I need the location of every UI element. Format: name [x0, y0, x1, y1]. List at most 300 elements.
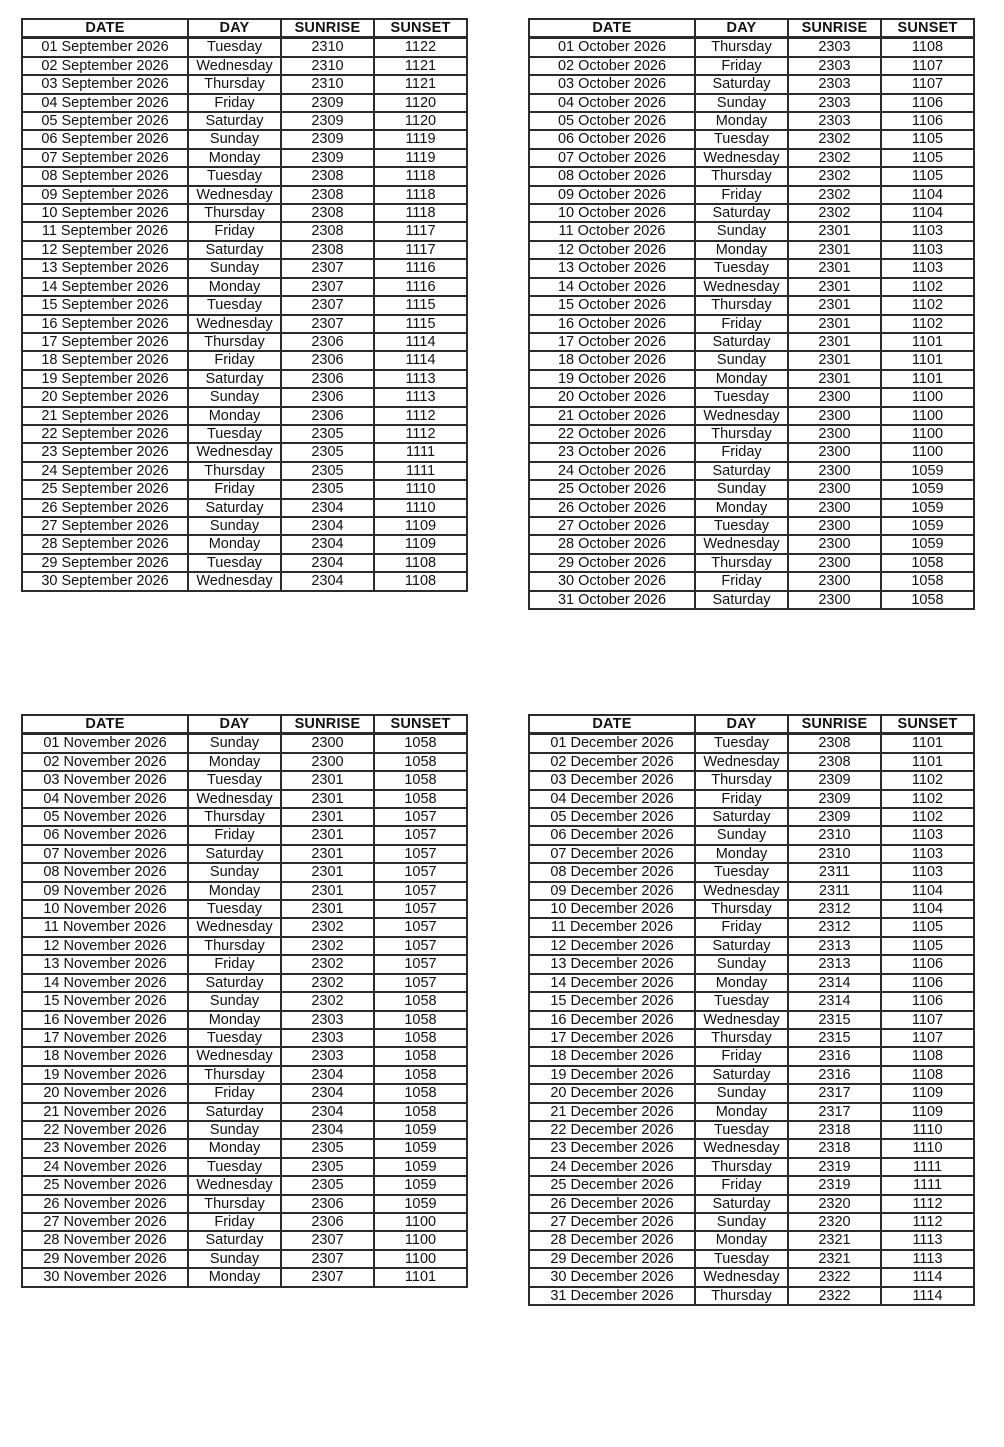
cell-sunset: 1115 [374, 315, 467, 333]
cell-sunrise: 2307 [281, 1250, 374, 1268]
cell-day: Tuesday [695, 388, 788, 406]
cell-sunrise: 2322 [788, 1287, 881, 1305]
table-row [22, 167, 467, 185]
cell-day: Thursday [695, 554, 788, 572]
cell-sunset: 1058 [374, 1084, 467, 1102]
table-row [22, 1195, 467, 1213]
table-row [22, 241, 467, 259]
cell-sunset: 1057 [374, 826, 467, 844]
cell-sunrise: 2300 [788, 388, 881, 406]
cell-sunrise: 2302 [788, 186, 881, 204]
cell-sunset: 1058 [374, 771, 467, 789]
table-row [529, 480, 974, 498]
cell-date: 10 December 2026 [529, 900, 695, 918]
table-row [529, 974, 974, 992]
cell-sunset: 1107 [881, 75, 974, 93]
cell-day: Friday [695, 918, 788, 936]
cell-sunrise: 2315 [788, 1029, 881, 1047]
cell-sunset: 1057 [374, 900, 467, 918]
cell-sunrise: 2300 [788, 462, 881, 480]
cell-sunrise: 2308 [788, 734, 881, 753]
cell-sunrise: 2301 [281, 826, 374, 844]
column-header-sunrise: SUNRISE [788, 19, 881, 38]
cell-sunset: 1059 [374, 1139, 467, 1157]
cell-date: 18 November 2026 [22, 1047, 188, 1065]
column-header-date: DATE [22, 715, 188, 734]
cell-day: Thursday [695, 425, 788, 443]
cell-date: 27 November 2026 [22, 1213, 188, 1231]
cell-sunrise: 2300 [281, 753, 374, 771]
cell-day: Monday [188, 407, 281, 425]
cell-day: Tuesday [188, 167, 281, 185]
cell-date: 08 September 2026 [22, 167, 188, 185]
table-row [529, 1176, 974, 1194]
table-row [22, 753, 467, 771]
cell-sunrise: 2309 [281, 130, 374, 148]
cell-date: 30 October 2026 [529, 572, 695, 590]
cell-sunset: 1108 [881, 1047, 974, 1065]
cell-sunrise: 2308 [281, 241, 374, 259]
cell-day: Tuesday [695, 992, 788, 1010]
cell-sunrise: 2300 [281, 734, 374, 753]
cell-sunrise: 2301 [281, 863, 374, 881]
cell-sunset: 1108 [374, 572, 467, 590]
table-row [529, 296, 974, 314]
header-row [529, 19, 974, 38]
cell-sunrise: 2310 [281, 38, 374, 57]
table-row [529, 204, 974, 222]
table-row [529, 1231, 974, 1249]
cell-date: 04 September 2026 [22, 94, 188, 112]
cell-sunrise: 2301 [281, 900, 374, 918]
cell-day: Tuesday [695, 259, 788, 277]
cell-sunset: 1103 [881, 222, 974, 240]
table-row [529, 222, 974, 240]
table-row [529, 591, 974, 609]
cell-day: Tuesday [695, 734, 788, 753]
cell-sunrise: 2302 [788, 167, 881, 185]
table-row [529, 499, 974, 517]
cell-day: Monday [188, 1139, 281, 1157]
cell-sunset: 1109 [374, 517, 467, 535]
cell-date: 25 December 2026 [529, 1176, 695, 1194]
cell-date: 03 October 2026 [529, 75, 695, 93]
cell-sunset: 1103 [881, 845, 974, 863]
cell-day: Tuesday [695, 517, 788, 535]
cell-sunrise: 2318 [788, 1121, 881, 1139]
cell-sunset: 1110 [881, 1139, 974, 1157]
cell-sunrise: 2301 [281, 845, 374, 863]
cell-sunset: 1116 [374, 278, 467, 296]
cell-sunrise: 2310 [788, 845, 881, 863]
cell-sunset: 1058 [881, 572, 974, 590]
cell-date: 07 December 2026 [529, 845, 695, 863]
table-row [22, 554, 467, 572]
cell-date: 24 December 2026 [529, 1158, 695, 1176]
cell-sunset: 1112 [374, 425, 467, 443]
cell-day: Thursday [188, 333, 281, 351]
cell-sunrise: 2301 [281, 882, 374, 900]
cell-sunrise: 2318 [788, 1139, 881, 1157]
cell-sunset: 1057 [374, 882, 467, 900]
cell-sunset: 1058 [374, 1066, 467, 1084]
cell-day: Friday [695, 1047, 788, 1065]
cell-day: Saturday [188, 112, 281, 130]
cell-day: Wednesday [695, 149, 788, 167]
cell-date: 23 October 2026 [529, 443, 695, 461]
cell-sunset: 1113 [881, 1250, 974, 1268]
cell-day: Wednesday [695, 1268, 788, 1286]
cell-date: 28 November 2026 [22, 1231, 188, 1249]
cell-day: Wednesday [695, 882, 788, 900]
cell-sunrise: 2309 [788, 808, 881, 826]
cell-sunset: 1107 [881, 1029, 974, 1047]
table-row [22, 955, 467, 973]
cell-sunrise: 2300 [788, 480, 881, 498]
cell-sunrise: 2320 [788, 1195, 881, 1213]
cell-sunset: 1100 [881, 443, 974, 461]
cell-sunrise: 2301 [788, 259, 881, 277]
column-header-day: DAY [695, 19, 788, 38]
cell-day: Sunday [695, 1213, 788, 1231]
cell-day: Friday [188, 955, 281, 973]
cell-day: Sunday [188, 259, 281, 277]
cell-sunset: 1108 [881, 1066, 974, 1084]
cell-date: 09 December 2026 [529, 882, 695, 900]
cell-sunset: 1108 [374, 554, 467, 572]
cell-sunset: 1113 [374, 388, 467, 406]
table-row [529, 1139, 974, 1157]
cell-sunset: 1102 [881, 790, 974, 808]
cell-sunset: 1116 [374, 259, 467, 277]
cell-date: 28 October 2026 [529, 535, 695, 553]
cell-sunrise: 2304 [281, 572, 374, 590]
cell-sunset: 1101 [881, 333, 974, 351]
cell-date: 24 November 2026 [22, 1158, 188, 1176]
cell-sunrise: 2309 [281, 149, 374, 167]
cell-sunrise: 2300 [788, 407, 881, 425]
cell-sunrise: 2311 [788, 863, 881, 881]
table-row [22, 1066, 467, 1084]
table-row [22, 937, 467, 955]
cell-date: 02 November 2026 [22, 753, 188, 771]
cell-day: Thursday [188, 937, 281, 955]
cell-day: Tuesday [695, 1250, 788, 1268]
cell-sunset: 1122 [374, 38, 467, 57]
cell-sunrise: 2301 [281, 771, 374, 789]
cell-sunrise: 2314 [788, 974, 881, 992]
cell-day: Tuesday [188, 1158, 281, 1176]
cell-day: Wednesday [695, 753, 788, 771]
cell-sunset: 1118 [374, 167, 467, 185]
cell-sunrise: 2305 [281, 425, 374, 443]
column-header-date: DATE [529, 715, 695, 734]
table-row [529, 1084, 974, 1102]
cell-day: Wednesday [188, 315, 281, 333]
cell-sunrise: 2306 [281, 407, 374, 425]
cell-date: 20 September 2026 [22, 388, 188, 406]
cell-date: 08 December 2026 [529, 863, 695, 881]
cell-sunrise: 2301 [788, 241, 881, 259]
table-row [22, 992, 467, 1010]
column-header-date: DATE [529, 19, 695, 38]
table-row [529, 734, 974, 753]
cell-date: 05 December 2026 [529, 808, 695, 826]
cell-sunset: 1118 [374, 204, 467, 222]
table-row [22, 443, 467, 461]
table-row [529, 425, 974, 443]
cell-sunset: 1119 [374, 149, 467, 167]
cell-sunrise: 2308 [281, 222, 374, 240]
cell-sunrise: 2316 [788, 1047, 881, 1065]
cell-date: 22 October 2026 [529, 425, 695, 443]
cell-day: Monday [188, 882, 281, 900]
cell-sunrise: 2312 [788, 918, 881, 936]
cell-day: Monday [188, 753, 281, 771]
cell-sunrise: 2305 [281, 1139, 374, 1157]
cell-date: 30 November 2026 [22, 1268, 188, 1286]
cell-sunset: 1103 [881, 826, 974, 844]
cell-sunset: 1059 [881, 480, 974, 498]
cell-day: Saturday [695, 462, 788, 480]
table-row [22, 351, 467, 369]
cell-sunrise: 2305 [281, 462, 374, 480]
table-row [22, 462, 467, 480]
cell-day: Tuesday [188, 900, 281, 918]
cell-date: 21 September 2026 [22, 407, 188, 425]
cell-sunrise: 2308 [281, 186, 374, 204]
cell-sunset: 1110 [374, 499, 467, 517]
column-header-sunset: SUNSET [374, 715, 467, 734]
table-row [529, 407, 974, 425]
cell-date: 04 November 2026 [22, 790, 188, 808]
cell-day: Sunday [188, 517, 281, 535]
cell-day: Thursday [695, 1158, 788, 1176]
cell-sunset: 1111 [374, 462, 467, 480]
table-row [22, 974, 467, 992]
cell-date: 12 October 2026 [529, 241, 695, 259]
cell-sunrise: 2319 [788, 1158, 881, 1176]
table-row [529, 1103, 974, 1121]
cell-sunrise: 2303 [281, 1047, 374, 1065]
cell-sunset: 1058 [881, 554, 974, 572]
cell-day: Tuesday [188, 771, 281, 789]
cell-sunset: 1058 [374, 790, 467, 808]
cell-sunset: 1103 [881, 863, 974, 881]
cell-sunset: 1102 [881, 808, 974, 826]
cell-date: 04 December 2026 [529, 790, 695, 808]
cell-sunset: 1114 [881, 1268, 974, 1286]
cell-date: 27 September 2026 [22, 517, 188, 535]
cell-sunset: 1057 [374, 955, 467, 973]
table-row [22, 204, 467, 222]
cell-sunset: 1113 [881, 1231, 974, 1249]
table-row [22, 882, 467, 900]
table-row [22, 900, 467, 918]
cell-date: 18 October 2026 [529, 351, 695, 369]
table-row [22, 771, 467, 789]
cell-date: 14 October 2026 [529, 278, 695, 296]
cell-sunrise: 2305 [281, 1158, 374, 1176]
table-row [529, 75, 974, 93]
cell-day: Friday [188, 222, 281, 240]
cell-day: Tuesday [188, 1029, 281, 1047]
cell-date: 16 September 2026 [22, 315, 188, 333]
cell-date: 04 October 2026 [529, 94, 695, 112]
table-row [529, 149, 974, 167]
cell-date: 23 November 2026 [22, 1139, 188, 1157]
cell-sunset: 1104 [881, 204, 974, 222]
cell-sunrise: 2307 [281, 259, 374, 277]
cell-sunset: 1110 [881, 1121, 974, 1139]
cell-sunrise: 2304 [281, 517, 374, 535]
table-row [22, 790, 467, 808]
cell-day: Friday [695, 1176, 788, 1194]
table-row [529, 863, 974, 881]
table-row [529, 1011, 974, 1029]
cell-sunrise: 2300 [788, 517, 881, 535]
cell-sunrise: 2313 [788, 955, 881, 973]
cell-date: 10 September 2026 [22, 204, 188, 222]
cell-sunrise: 2303 [281, 1029, 374, 1047]
cell-day: Friday [188, 94, 281, 112]
cell-date: 06 September 2026 [22, 130, 188, 148]
table-row [22, 863, 467, 881]
cell-sunset: 1105 [881, 130, 974, 148]
cell-day: Sunday [695, 480, 788, 498]
cell-date: 30 September 2026 [22, 572, 188, 590]
table-row [22, 826, 467, 844]
cell-sunrise: 2310 [788, 826, 881, 844]
table-row [529, 38, 974, 57]
cell-date: 09 October 2026 [529, 186, 695, 204]
cell-sunrise: 2303 [788, 94, 881, 112]
cell-day: Sunday [695, 351, 788, 369]
cell-sunset: 1110 [374, 480, 467, 498]
cell-date: 01 December 2026 [529, 734, 695, 753]
cell-date: 06 November 2026 [22, 826, 188, 844]
cell-date: 26 December 2026 [529, 1195, 695, 1213]
cell-day: Saturday [695, 937, 788, 955]
table-row [22, 1250, 467, 1268]
cell-day: Friday [188, 351, 281, 369]
cell-day: Tuesday [695, 863, 788, 881]
cell-day: Thursday [188, 808, 281, 826]
cell-day: Sunday [695, 94, 788, 112]
cell-date: 18 December 2026 [529, 1047, 695, 1065]
cell-sunset: 1104 [881, 882, 974, 900]
cell-date: 03 December 2026 [529, 771, 695, 789]
cell-date: 28 December 2026 [529, 1231, 695, 1249]
cell-sunrise: 2319 [788, 1176, 881, 1194]
cell-date: 03 September 2026 [22, 75, 188, 93]
cell-day: Wednesday [188, 572, 281, 590]
cell-sunset: 1059 [881, 462, 974, 480]
cell-sunrise: 2301 [788, 351, 881, 369]
cell-sunset: 1057 [374, 863, 467, 881]
cell-sunrise: 2316 [788, 1066, 881, 1084]
cell-sunset: 1058 [374, 1047, 467, 1065]
cell-sunset: 1108 [881, 38, 974, 57]
table-row [529, 955, 974, 973]
table-row [22, 296, 467, 314]
cell-sunset: 1058 [374, 734, 467, 753]
cell-day: Saturday [695, 591, 788, 609]
cell-sunrise: 2300 [788, 443, 881, 461]
table-row [529, 278, 974, 296]
cell-day: Thursday [695, 38, 788, 57]
cell-date: 23 September 2026 [22, 443, 188, 461]
cell-sunset: 1057 [374, 937, 467, 955]
header-row [22, 19, 467, 38]
cell-day: Friday [188, 1213, 281, 1231]
table-row [529, 1047, 974, 1065]
cell-day: Wednesday [188, 186, 281, 204]
table-row [22, 94, 467, 112]
cell-date: 05 November 2026 [22, 808, 188, 826]
cell-sunrise: 2306 [281, 388, 374, 406]
cell-sunrise: 2307 [281, 315, 374, 333]
cell-day: Thursday [695, 167, 788, 185]
cell-date: 20 November 2026 [22, 1084, 188, 1102]
table-row [22, 259, 467, 277]
cell-day: Saturday [188, 370, 281, 388]
cell-day: Wednesday [188, 57, 281, 75]
cell-day: Saturday [695, 333, 788, 351]
cell-date: 30 December 2026 [529, 1268, 695, 1286]
cell-sunset: 1102 [881, 771, 974, 789]
table-row [22, 149, 467, 167]
cell-date: 19 October 2026 [529, 370, 695, 388]
cell-sunset: 1104 [881, 186, 974, 204]
cell-date: 01 October 2026 [529, 38, 695, 57]
cell-sunrise: 2302 [281, 955, 374, 973]
cell-day: Thursday [695, 771, 788, 789]
cell-day: Wednesday [695, 278, 788, 296]
cell-date: 17 September 2026 [22, 333, 188, 351]
cell-date: 25 October 2026 [529, 480, 695, 498]
cell-sunrise: 2306 [281, 1195, 374, 1213]
cell-sunrise: 2302 [281, 974, 374, 992]
table-row [529, 462, 974, 480]
cell-day: Friday [695, 790, 788, 808]
table-row [529, 1250, 974, 1268]
cell-day: Saturday [188, 1231, 281, 1249]
cell-sunset: 1114 [374, 351, 467, 369]
cell-date: 17 December 2026 [529, 1029, 695, 1047]
cell-sunrise: 2301 [788, 333, 881, 351]
table-row [529, 554, 974, 572]
table-row [22, 112, 467, 130]
cell-sunrise: 2302 [281, 992, 374, 1010]
table-row [529, 937, 974, 955]
cell-date: 14 December 2026 [529, 974, 695, 992]
cell-sunset: 1107 [881, 1011, 974, 1029]
cell-sunrise: 2311 [788, 882, 881, 900]
column-header-sunset: SUNSET [374, 19, 467, 38]
cell-sunset: 1057 [374, 918, 467, 936]
cell-sunrise: 2317 [788, 1084, 881, 1102]
cell-sunrise: 2300 [788, 425, 881, 443]
cell-sunset: 1114 [374, 333, 467, 351]
cell-sunrise: 2301 [788, 278, 881, 296]
cell-date: 26 October 2026 [529, 499, 695, 517]
cell-sunset: 1120 [374, 112, 467, 130]
cell-sunrise: 2305 [281, 480, 374, 498]
cell-sunset: 1057 [374, 845, 467, 863]
cell-sunset: 1111 [374, 443, 467, 461]
cell-day: Friday [188, 826, 281, 844]
